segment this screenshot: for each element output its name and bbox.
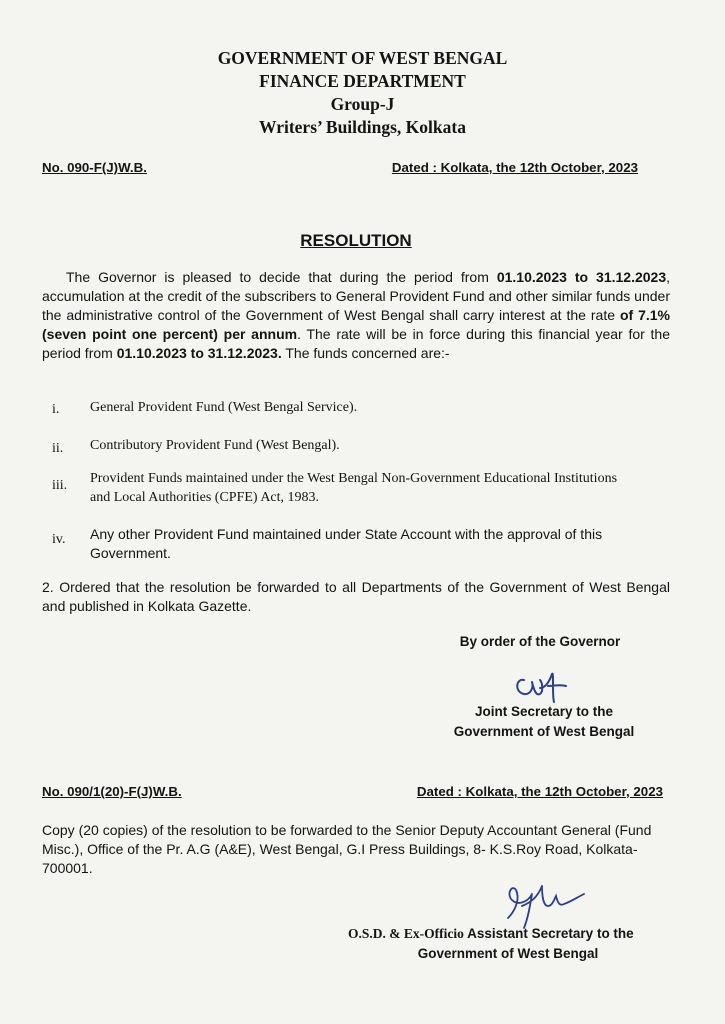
header-group: Group-J <box>330 94 395 114</box>
ordered-paragraph: 2. Ordered that the resolution be forwarded to all Departments of the Government of West Bengal and published in Kolkata Gazette. <box>42 579 670 614</box>
osd-title <box>348 926 634 942</box>
government-title: Government of West Bengal <box>453 724 635 739</box>
list-number: ii. <box>52 441 64 456</box>
osd-title-rest: Assistant Secretary to the <box>463 926 634 941</box>
list-item-text: Provident Funds maintained under the West Bengal Non-Government Educational Institutions and Local Authorities (CPFE) Act, 1983. <box>90 471 618 505</box>
date-range: 01.10.2023 to 31.12.2023 <box>496 269 667 285</box>
joint-secretary-title: Joint Secretary to the <box>474 704 614 719</box>
memo-number: No. 090-F(J)W.B. <box>42 160 147 175</box>
para-mid2: . The rate will be in force during this financial year for the period from <box>42 326 670 361</box>
para-mid1: , accumulation at the credit of the subscribers to General Provident Fund and other similar funds under the administrative control of the Government of West Bengal shall carry interest at the rate <box>42 269 670 323</box>
government-title-2: Government of West Bengal <box>417 946 599 961</box>
list-number: iv. <box>52 532 66 547</box>
header-government: GOVERNMENT OF WEST BENGAL <box>217 48 508 68</box>
list-item-text: Any other Provident Fund maintained under State Account with the approval of this Government. <box>90 526 603 561</box>
by-order-text: By order of the Governor <box>459 634 621 649</box>
list-item-text: Contributory Provident Fund (West Bengal). <box>90 438 340 453</box>
list-item-text: General Provident Fund (West Bengal Service). <box>90 400 358 415</box>
memo-date-copy: Dated : Kolkata, the 12th October, 2023 <box>416 784 663 799</box>
header-department: FINANCE DEPARTMENT <box>259 71 466 91</box>
interest-rate: of 7.1%(seven point one percent) per annum <box>42 307 671 342</box>
resolution-title: RESOLUTION <box>300 231 412 250</box>
copy-paragraph: Copy (20 copies) of the resolution to be forwarded to the Senior Deputy Accountant General (Fund Misc.), Office of the Pr. A.G (A&E), West Bengal, G.I Press Buildings, 8- K.S.Roy Road, Kolkata-700001. <box>42 822 652 876</box>
para-intro: The Governor is pleased to decide that during the period from <box>66 269 489 285</box>
resolution-paragraph <box>42 268 670 363</box>
header-address: Writers’ Buildings, Kolkata <box>259 117 466 137</box>
para-end: The funds concerned are:- <box>281 345 450 361</box>
list-number: iii. <box>52 478 68 493</box>
period: 01.10.2023 to 31.12.2023. <box>116 345 282 361</box>
memo-date: Dated : Kolkata, the 12th October, 2023 <box>391 160 638 175</box>
osd-title-serif: O.S.D. & Ex-Officio <box>348 926 464 941</box>
list-number: i. <box>52 402 60 417</box>
memo-number-copy: No. 090/1(20)-F(J)W.B. <box>42 784 182 799</box>
